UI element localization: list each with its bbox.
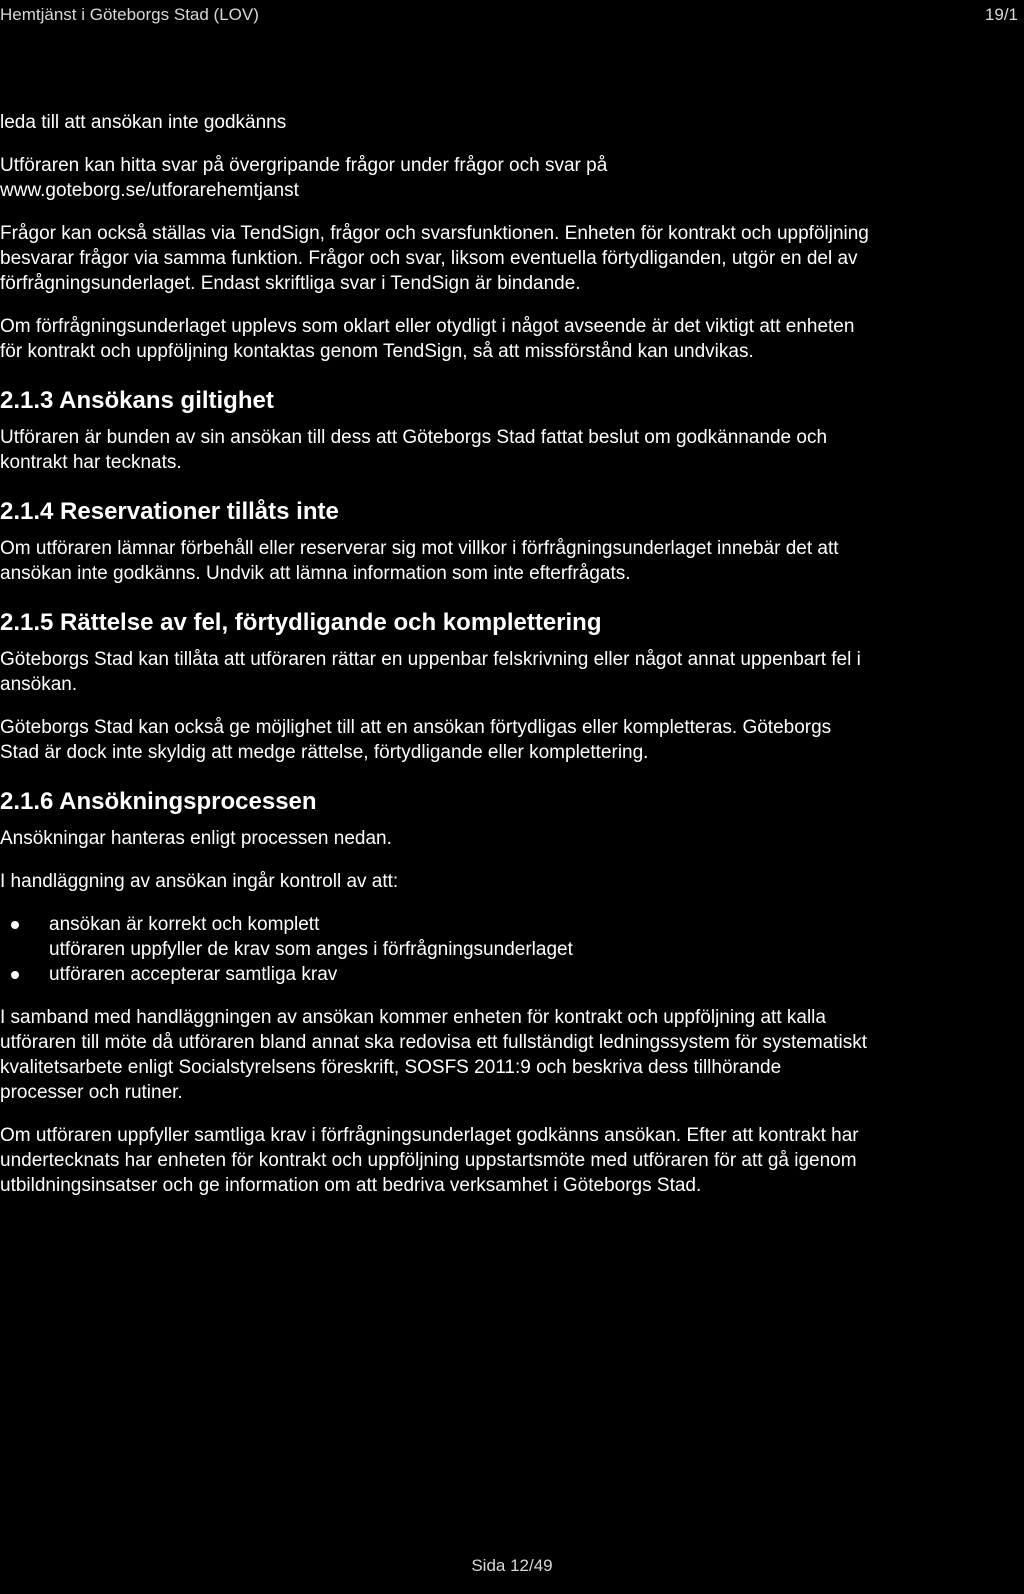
- paragraph-line: besvarar frågor via samma funktion. Frågor och svar, liksom eventuella förtydliganden, utgör en del av: [0, 248, 858, 269]
- bullet-list-item: [0, 962, 1018, 987]
- faq-paragraph: [0, 153, 1018, 203]
- paragraph-line: Ansökningar hanteras enligt processen nedan.: [0, 828, 392, 849]
- tendsign-questions-paragraph: [0, 221, 1018, 296]
- intro-fragment-paragraph: [0, 110, 1018, 135]
- section-spacer: [0, 765, 1018, 786]
- paragraph-line: kontrakt har tecknats.: [0, 452, 182, 473]
- bullet-text: utföraren accepterar samtliga krav: [49, 964, 338, 985]
- heading-spacer: [0, 417, 1018, 425]
- bullet-text: ansökan är korrekt och komplett: [49, 914, 320, 935]
- paragraph-spacer: [0, 894, 1018, 912]
- bullet-continuation-line: utföraren uppfyller de krav som anges i förfrågningsunderlaget: [49, 939, 573, 960]
- section-2-1-3-paragraph: [0, 425, 1018, 475]
- section-2-1-5-paragraph-1: [0, 647, 1018, 697]
- page-footer: [0, 1554, 1024, 1578]
- document-body: [0, 110, 1018, 1198]
- section-spacer: [0, 586, 1018, 607]
- paragraph-line: Göteborgs Stad kan tillåta att utföraren rättar en uppenbar felskrivning eller något annat uppenbart fel i: [0, 649, 861, 670]
- section-2-1-4-paragraph: [0, 536, 1018, 586]
- paragraph-line: Göteborgs Stad kan också ge möjlighet till att en ansökan förtydligas eller kompletteras. Göteborgs: [0, 717, 832, 738]
- faq-web-address: www.goteborg.se/utforarehemtjanst: [0, 180, 299, 201]
- paragraph-line: förfrågningsunderlaget. Endast skriftliga svar i TendSign är bindande.: [0, 273, 581, 294]
- paragraph-line: utföraren till möte då utföraren bland annat ska redovisa ett fullständigt ledningssystem för systematiskt: [0, 1032, 868, 1053]
- paragraph-line: kvalitetsarbete enligt Socialstyrelsens föreskrift, SOSFS 2011:9 och beskriva dess tillhörande: [0, 1057, 782, 1078]
- section-heading-2-1-4: 2.1.4 Reservationer tillåts inte: [0, 498, 339, 525]
- paragraph-spacer: [0, 851, 1018, 869]
- paragraph-line: leda till att ansökan inte godkänns: [0, 112, 287, 133]
- section-spacer: [0, 364, 1018, 385]
- paragraph-line: Om utföraren uppfyller samtliga krav i förfrågningsunderlaget godkänns ansökan. Efter att kontrakt har: [0, 1125, 859, 1146]
- paragraph-spacer: [0, 697, 1018, 715]
- paragraph-line: Om förfrågningsunderlaget upplevs som oklart eller otydligt i något avseende är det viktigt att enheten: [0, 316, 855, 337]
- paragraph-line: Utföraren är bunden av sin ansökan till dess att Göteborgs Stad fattat beslut om godkännande och: [0, 427, 828, 448]
- section-2-1-5-paragraph-2: [0, 715, 1018, 765]
- paragraph-line: processer och rutiner.: [0, 1082, 183, 1103]
- bullet-icon: [11, 971, 19, 979]
- section-spacer: [0, 475, 1018, 496]
- paragraph-line: I samband med handläggningen av ansökan kommer enheten för kontrakt och uppföljning att kalla: [0, 1007, 826, 1028]
- paragraph-line: för kontrakt och uppföljning kontaktas genom TendSign, så att missförstånd kan undvikas.: [0, 341, 754, 362]
- section-2-1-6-paragraph-1: [0, 826, 1018, 851]
- section-heading-2-1-5: 2.1.5 Rättelse av fel, förtydligande och komplettering: [0, 609, 602, 636]
- section-heading-2-1-6: 2.1.6 Ansökningsprocessen: [0, 788, 317, 815]
- paragraph-line: Om utföraren lämnar förbehåll eller reserverar sig mot villkor i förfrågningsunderlaget innebär det att: [0, 538, 839, 559]
- paragraph-line: I handläggning av ansökan ingår kontroll av att:: [0, 871, 399, 892]
- section-2-1-6-paragraph-4: [0, 1123, 1018, 1198]
- paragraph-spacer: [0, 203, 1018, 221]
- section-2-1-6-paragraph-3: [0, 1005, 1018, 1105]
- paragraph-line: undertecknats har enheten för kontrakt och uppföljning uppstartsmöte med utföraren för att gå igenom: [0, 1150, 857, 1171]
- document-title: Hemtjänst i Göteborgs Stad (LOV): [0, 5, 259, 24]
- paragraph-spacer: [0, 987, 1018, 1005]
- paragraph-line: ansökan inte godkänns. Undvik att lämna information som inte efterfrågats.: [0, 563, 631, 584]
- paragraph-spacer: [0, 135, 1018, 153]
- heading-spacer: [0, 818, 1018, 826]
- paragraph-line: Utföraren kan hitta svar på övergripande frågor under frågor och svar på: [0, 155, 608, 176]
- unclear-material-paragraph: [0, 314, 1018, 364]
- requirements-bullet-list: [0, 912, 1018, 987]
- paragraph-line: ansökan.: [0, 674, 78, 695]
- section-heading-2-1-3: 2.1.3 Ansökans giltighet: [0, 387, 274, 414]
- section-2-1-6-paragraph-2: [0, 869, 1018, 894]
- paragraph-spacer: [0, 1105, 1018, 1123]
- page-number: Sida 12/49: [471, 1556, 553, 1575]
- heading-spacer: [0, 639, 1018, 647]
- header-page-code: 19/1: [984, 5, 1018, 24]
- bullet-icon: [11, 921, 19, 929]
- paragraph-line: Frågor kan också ställas via TendSign, frågor och svarsfunktionen. Enheten för kontrakt och uppföljning: [0, 223, 869, 244]
- heading-spacer: [0, 528, 1018, 536]
- paragraph-spacer: [0, 296, 1018, 314]
- bullet-list-item: [0, 912, 1018, 937]
- page-header: [0, 1, 1024, 29]
- paragraph-line: utbildningsinsatser och ge information om att bedriva verksamhet i Göteborgs Stad.: [0, 1175, 702, 1196]
- paragraph-line: Stad är dock inte skyldig att medge rättelse, förtydligande eller komplettering.: [0, 742, 649, 763]
